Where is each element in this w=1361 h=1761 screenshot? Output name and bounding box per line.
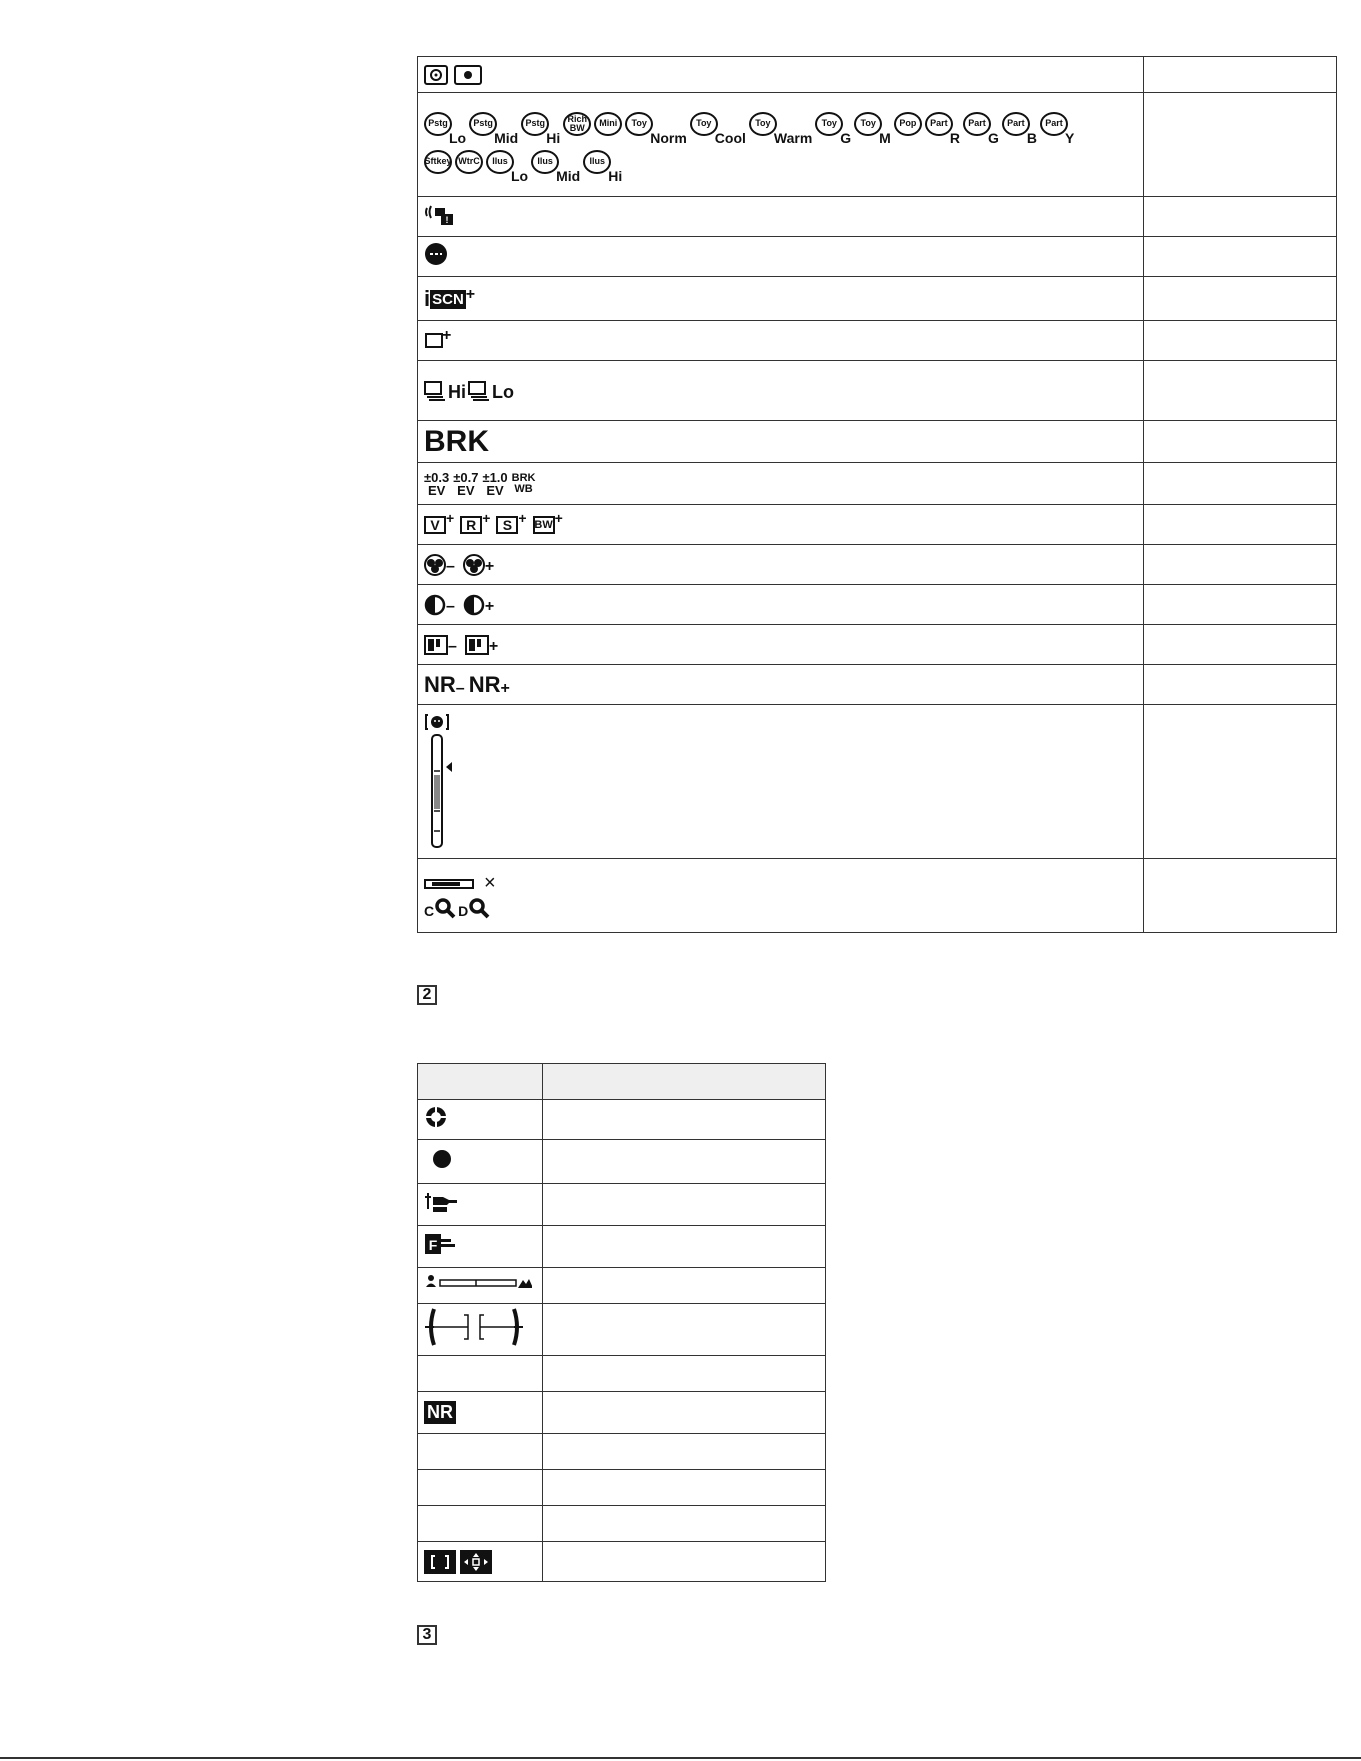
focus-frame-bracket-icon xyxy=(424,1550,456,1574)
picture-effect-icon xyxy=(583,144,622,184)
steadyshot-warning-icon xyxy=(424,202,458,226)
saturation-plus-icon: + xyxy=(463,554,494,576)
picture-effect-icon xyxy=(1002,106,1037,146)
aperture-hand-icon xyxy=(424,1231,460,1257)
picture-effect-icon xyxy=(424,144,452,184)
table-row xyxy=(418,421,1337,463)
picture-effect-sub-label: Warm xyxy=(773,129,813,146)
multi-metering-icon xyxy=(424,65,448,85)
picture-effect-ring-label: Toy xyxy=(854,112,882,136)
picture-effect-ring-label: Mini xyxy=(594,112,622,136)
saturation-minus-icon: – xyxy=(424,554,455,576)
picture-effect-icon xyxy=(625,106,687,146)
noise-reduction-plus-icon: NR + xyxy=(468,671,510,697)
picture-effect-sub-label: Norm xyxy=(650,129,687,146)
picture-effect-sub-label: Mid xyxy=(494,129,519,146)
picture-effect-sub-label: Hi xyxy=(546,129,561,146)
picture-effect-icon xyxy=(521,106,560,146)
picture-effect-icon xyxy=(469,106,518,146)
table-row xyxy=(418,625,1337,665)
continuous-shooting-hi-icon: Hi xyxy=(424,379,466,403)
picture-effect-ring-label: Pstg xyxy=(424,112,452,136)
shutter-speed-hand-icon xyxy=(424,1189,460,1215)
picture-effect-sub-label: Lo xyxy=(511,167,529,184)
table-row xyxy=(418,277,1337,321)
picture-effect-sub-label: Mid xyxy=(556,167,581,184)
picture-effect-ring-label: Part xyxy=(925,112,953,136)
picture-effect-ring-label: Sftkey xyxy=(424,150,452,174)
picture-effect-icon xyxy=(531,144,580,184)
svg-text:F: F xyxy=(428,1237,438,1253)
picture-effect-sub-label: G xyxy=(987,129,999,146)
picture-effect-icon xyxy=(690,106,746,146)
table-row xyxy=(418,1226,826,1268)
table-row xyxy=(418,1392,826,1434)
continuous-shooting-lo-icon: Lo xyxy=(468,379,514,403)
table-row xyxy=(418,197,1337,237)
sharpness-plus-icon: + xyxy=(465,634,498,656)
table-row xyxy=(418,321,1337,361)
table-row xyxy=(418,1542,826,1582)
table-row xyxy=(418,545,1337,585)
table-row xyxy=(418,585,1337,625)
table-row xyxy=(418,1470,826,1506)
rich-plus-icon: R + xyxy=(460,516,490,534)
contrast-plus-icon: + xyxy=(463,594,494,616)
picture-effect-icons-row1 xyxy=(424,106,1143,146)
vivid-plus-icon: V + xyxy=(424,516,454,534)
focus-distance-scale-icon xyxy=(424,1273,532,1293)
picture-effect-sub-label: Cool xyxy=(714,129,746,146)
smile-detection-sensitivity-icon xyxy=(424,711,464,853)
bracket-wb-icon: BRK WB xyxy=(511,471,536,495)
superior-auto-scene-icon: i SCN + xyxy=(424,285,476,311)
table-row xyxy=(418,57,1337,93)
table-row xyxy=(418,361,1337,421)
picture-effect-sub-label: Lo xyxy=(449,129,467,146)
picture-effect-icon xyxy=(594,106,622,146)
focus-indicator-icon xyxy=(424,1105,448,1129)
picture-effect-sub-label: Y xyxy=(1064,129,1075,146)
table-row xyxy=(418,1184,826,1226)
zoom-scale-bar-icon xyxy=(424,878,474,890)
clear-image-zoom-icon: C xyxy=(424,897,456,919)
picture-effect-icon xyxy=(963,106,999,146)
table-row xyxy=(418,1140,826,1184)
indicator-table-2 xyxy=(417,1063,826,1582)
noise-reduction-minus-icon: NR – xyxy=(424,671,465,697)
picture-effect-icon xyxy=(1040,106,1074,146)
picture-effect-ring-label: Ilus xyxy=(583,150,611,174)
picture-effect-icon xyxy=(563,106,591,146)
picture-effect-icon xyxy=(815,106,851,146)
overheat-icon xyxy=(424,241,450,267)
table-row xyxy=(418,859,1337,933)
picture-effect-ring-label: Rich BW xyxy=(563,112,591,136)
focus-area-frame-icon xyxy=(424,1305,532,1349)
table-row xyxy=(418,1268,826,1304)
picture-effect-ring-label: Part xyxy=(1002,112,1030,136)
focus-frame-move-icon xyxy=(460,1550,492,1574)
svg-text:!: ! xyxy=(445,215,449,225)
table-row xyxy=(418,463,1337,505)
picture-effect-ring-label: Toy xyxy=(625,112,653,136)
contrast-minus-icon: – xyxy=(424,594,455,616)
section-2-marker: 2 xyxy=(417,985,437,1005)
picture-effect-icon xyxy=(486,144,528,184)
picture-effect-sub-label: G xyxy=(840,129,852,146)
table-row xyxy=(418,1434,826,1470)
picture-effect-ring-label: Part xyxy=(963,112,991,136)
spot-metering-icon xyxy=(454,65,482,85)
table-row xyxy=(418,505,1337,545)
table-row xyxy=(418,705,1337,859)
picture-effect-icon xyxy=(925,106,960,146)
focus-locked-icon xyxy=(424,1147,454,1171)
picture-effect-ring-label: Toy xyxy=(815,112,843,136)
table-row xyxy=(418,237,1337,277)
sharpness-minus-icon: – xyxy=(424,634,457,656)
indicator-table-1 xyxy=(417,56,1337,933)
picture-effect-icon xyxy=(894,106,922,146)
bracket-ev-10-icon: ±1.0 EV xyxy=(482,469,508,498)
bw-plus-icon: BW + xyxy=(533,516,563,534)
picture-effect-ring-label: Pstg xyxy=(469,112,497,136)
picture-effect-ring-label: Part xyxy=(1040,112,1068,136)
picture-effect-ring-label: Pop xyxy=(894,112,922,136)
bracket-ev-07-icon: ±0.7 EV xyxy=(453,469,479,498)
picture-effect-icon xyxy=(424,106,466,146)
zoom-multiplier-mark: × xyxy=(484,872,496,894)
picture-effect-sub-label: Hi xyxy=(608,167,623,184)
picture-effect-icons-row2 xyxy=(424,144,1143,184)
picture-effect-icon xyxy=(749,106,812,146)
picture-effect-sub-label: M xyxy=(879,129,891,146)
table-row xyxy=(418,1356,826,1392)
picture-effect-ring-label: Ilus xyxy=(531,150,559,174)
table-row xyxy=(418,1100,826,1140)
picture-effect-ring-label: Toy xyxy=(690,112,718,136)
picture-effect-ring-label: Pstg xyxy=(521,112,549,136)
table-row xyxy=(418,665,1337,705)
picture-effect-sub-label: R xyxy=(949,129,960,146)
digital-zoom-icon: D xyxy=(458,897,490,919)
picture-effect-icon xyxy=(455,144,483,184)
picture-effect-ring-label: Toy xyxy=(749,112,777,136)
soft-plus-icon: S + xyxy=(496,516,526,534)
table-row xyxy=(418,1506,826,1542)
table-row xyxy=(418,93,1337,197)
table-header-row xyxy=(418,1064,826,1100)
picture-effect-sub-label: B xyxy=(1026,129,1037,146)
picture-effect-icon xyxy=(854,106,891,146)
page-bottom-rule xyxy=(0,1757,1361,1759)
section-3-marker: 3 xyxy=(417,1625,437,1645)
table-row xyxy=(418,1304,826,1356)
noise-reduction-box-icon: NR xyxy=(424,1401,456,1424)
bracket-label: BRK xyxy=(424,424,489,458)
bracket-ev-03-icon: ±0.3 EV xyxy=(424,469,450,498)
image-extraction-icon: + xyxy=(424,327,451,349)
picture-effect-ring-label: WtrC xyxy=(455,150,483,174)
picture-effect-ring-label: Ilus xyxy=(486,150,514,174)
